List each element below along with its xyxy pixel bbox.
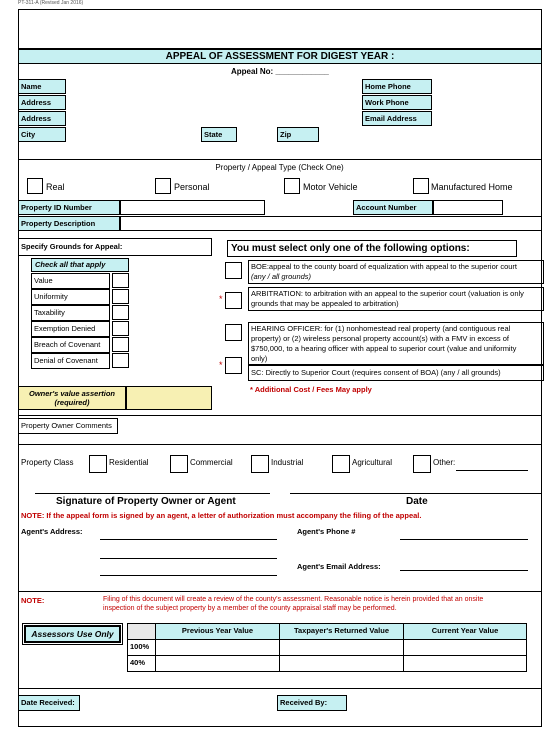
- agent-phone-label: Agent's Phone #: [297, 527, 356, 536]
- cell-40-current[interactable]: [404, 656, 526, 671]
- owner-value-line2: (required): [54, 398, 90, 407]
- name-label: Name: [18, 79, 66, 94]
- owner-value-line1: Owner's value assertion: [29, 389, 115, 398]
- cell-100-previous[interactable]: [156, 640, 280, 656]
- ground-uniformity-checkbox[interactable]: [112, 289, 129, 304]
- ground-denial-checkbox[interactable]: [112, 353, 129, 368]
- date-label: Date: [406, 496, 428, 507]
- ground-uniformity-label: Uniformity: [31, 289, 110, 305]
- grounds-heading: Specify Grounds for Appeal:: [18, 238, 212, 256]
- residential-label: Residential: [109, 458, 149, 467]
- assessors-use-only-label: Assessors Use Only: [24, 625, 121, 643]
- agent-phone-line[interactable]: [400, 539, 528, 540]
- motor-vehicle-checkbox[interactable]: [284, 178, 300, 194]
- motor-vehicle-label: Motor Vehicle: [303, 182, 358, 192]
- ground-breach-checkbox[interactable]: [112, 337, 129, 352]
- hearing-officer-line4: only): [251, 354, 268, 363]
- owner-value-label: [18, 386, 126, 410]
- other-checkbox[interactable]: [413, 455, 431, 473]
- ground-taxability-label: Taxability: [31, 305, 110, 321]
- other-field[interactable]: [456, 470, 528, 471]
- agricultural-checkbox[interactable]: [332, 455, 350, 473]
- ground-exemption-label: Exemption Denied: [31, 321, 110, 337]
- arbitration-option: [248, 287, 544, 311]
- separator: [18, 415, 542, 416]
- agent-email-line[interactable]: [400, 570, 528, 571]
- hearing-officer-line1: HEARING OFFICER: for (1) nonhomestead real property (and contiguous real: [251, 324, 511, 333]
- col-current-year: Current Year Value: [404, 624, 526, 640]
- industrial-label: Industrial: [271, 458, 304, 467]
- cell-100-returned[interactable]: [280, 640, 404, 656]
- agent-address-line2[interactable]: [100, 558, 277, 559]
- zip-label: Zip: [277, 127, 319, 142]
- boe-option: [248, 260, 544, 284]
- additional-cost-note: * Additional Cost / Fees May apply: [250, 385, 372, 394]
- ground-denial-label: Denial of Covenant: [31, 353, 110, 369]
- ground-breach-label: Breach of Covenant: [31, 337, 110, 353]
- agent-address-label: Agent's Address:: [21, 527, 83, 536]
- col-previous-year: Previous Year Value: [156, 624, 280, 640]
- superior-court-option: SC: Directly to Superior Court (requires consent of BOA) (any / all grounds): [248, 365, 544, 381]
- commercial-label: Commercial: [190, 458, 233, 467]
- cell-40-returned[interactable]: [280, 656, 404, 671]
- account-number-label: Account Number: [353, 200, 433, 215]
- appeal-number[interactable]: Appeal No: ____________: [231, 67, 329, 76]
- residential-checkbox[interactable]: [89, 455, 107, 473]
- hearing-officer-line3: $750,000, to a hearing officer with appeal to superior court (value and uniformity: [251, 344, 517, 353]
- arbitration-checkbox[interactable]: [225, 292, 242, 309]
- options-heading: You must select only one of the following options:: [227, 240, 517, 257]
- agent-address-line3[interactable]: [100, 575, 277, 576]
- agent-address-line1[interactable]: [100, 539, 277, 540]
- separator: [18, 159, 542, 160]
- separator: [18, 688, 542, 689]
- agricultural-label: Agricultural: [352, 458, 393, 467]
- col-taxpayer-returned: Taxpayer's Returned Value: [280, 624, 404, 640]
- check-all-label: Check all that apply: [31, 258, 129, 272]
- date-received-label: Date Received:: [18, 695, 80, 711]
- arbitration-line2: grounds that may be appealed to arbitration): [251, 299, 399, 308]
- agent-email-label: Agent's Email Address:: [297, 562, 381, 571]
- boe-line1: BOE:appeal to the county board of equalization with appeal to the superior court: [251, 262, 518, 271]
- superior-court-asterisk: *: [219, 360, 223, 370]
- ground-exemption-checkbox[interactable]: [112, 321, 129, 336]
- industrial-checkbox[interactable]: [251, 455, 269, 473]
- separator: [18, 591, 542, 592]
- address2-label: Address: [18, 111, 66, 126]
- home-phone-label: Home Phone: [362, 79, 432, 94]
- agent-note: NOTE: If the appeal form is signed by an agent, a letter of authorization must accompany the filing of the appeal.: [21, 511, 422, 520]
- cell-100-current[interactable]: [404, 640, 526, 656]
- email-label: Email Address: [362, 111, 432, 126]
- assessors-corner-cell: [128, 624, 156, 640]
- row-40-label: 40%: [128, 656, 156, 671]
- note-text-line2: inspection of the subject property by a member of the county appraisal staff may be performed.: [103, 605, 397, 612]
- ground-taxability-checkbox[interactable]: [112, 305, 129, 320]
- property-description-field[interactable]: [120, 216, 542, 231]
- city-label: City: [18, 127, 66, 142]
- property-class-label: Property Class: [21, 458, 74, 467]
- real-label: Real: [46, 182, 65, 192]
- superior-court-checkbox[interactable]: [225, 357, 242, 374]
- personal-label: Personal: [174, 182, 210, 192]
- signature-label: Signature of Property Owner or Agent: [56, 496, 236, 507]
- row-100-label: 100%: [128, 640, 156, 656]
- received-by-label: Received By:: [277, 695, 347, 711]
- header-blank-box: [18, 9, 542, 49]
- property-id-field[interactable]: [120, 200, 265, 215]
- form-id: PT-311-A (Revised Jan 2016): [18, 0, 84, 6]
- arbitration-line1: ARBITRATION: to arbitration with an appeal to the superior court (valuation is only: [251, 289, 524, 298]
- owner-comments-label: Property Owner Comments: [18, 418, 118, 434]
- address1-label: Address: [18, 95, 66, 110]
- personal-checkbox[interactable]: [155, 178, 171, 194]
- boe-line2: (any / all grounds): [251, 272, 312, 281]
- property-id-label: Property ID Number: [18, 200, 120, 215]
- property-type-heading: Property / Appeal Type (Check One): [215, 163, 344, 172]
- separator: [18, 444, 542, 445]
- form-title: APPEAL OF ASSESSMENT FOR DIGEST YEAR :: [18, 49, 542, 64]
- manufactured-home-label: Manufactured Home: [431, 182, 513, 192]
- ground-value-checkbox[interactable]: [112, 273, 129, 288]
- other-label: Other:: [433, 458, 456, 467]
- real-checkbox[interactable]: [27, 178, 43, 194]
- work-phone-label: Work Phone: [362, 95, 432, 110]
- hearing-officer-option: [248, 322, 544, 365]
- cell-40-previous[interactable]: [156, 656, 280, 671]
- assessors-table: [127, 623, 527, 672]
- ground-value-label: Value: [31, 273, 110, 289]
- arbitration-asterisk: *: [219, 294, 223, 304]
- boe-checkbox[interactable]: [225, 262, 242, 279]
- note-label: NOTE:: [21, 596, 45, 605]
- account-number-field[interactable]: [433, 200, 503, 215]
- manufactured-home-checkbox[interactable]: [413, 178, 429, 194]
- signature-line[interactable]: [35, 493, 270, 494]
- hearing-officer-checkbox[interactable]: [225, 324, 242, 341]
- note-text-line1: Filing of this document will create a review of the county's assessment. Reasonable notice is herein provided that an onsite: [103, 596, 484, 603]
- date-line[interactable]: [290, 493, 542, 494]
- owner-value-field[interactable]: [126, 386, 212, 410]
- property-description-label: Property Description: [18, 216, 120, 231]
- hearing-officer-line2: property) or (2) wireless personal property account(s) with a FMV in excess of: [251, 334, 510, 343]
- state-label: State: [201, 127, 237, 142]
- commercial-checkbox[interactable]: [170, 455, 188, 473]
